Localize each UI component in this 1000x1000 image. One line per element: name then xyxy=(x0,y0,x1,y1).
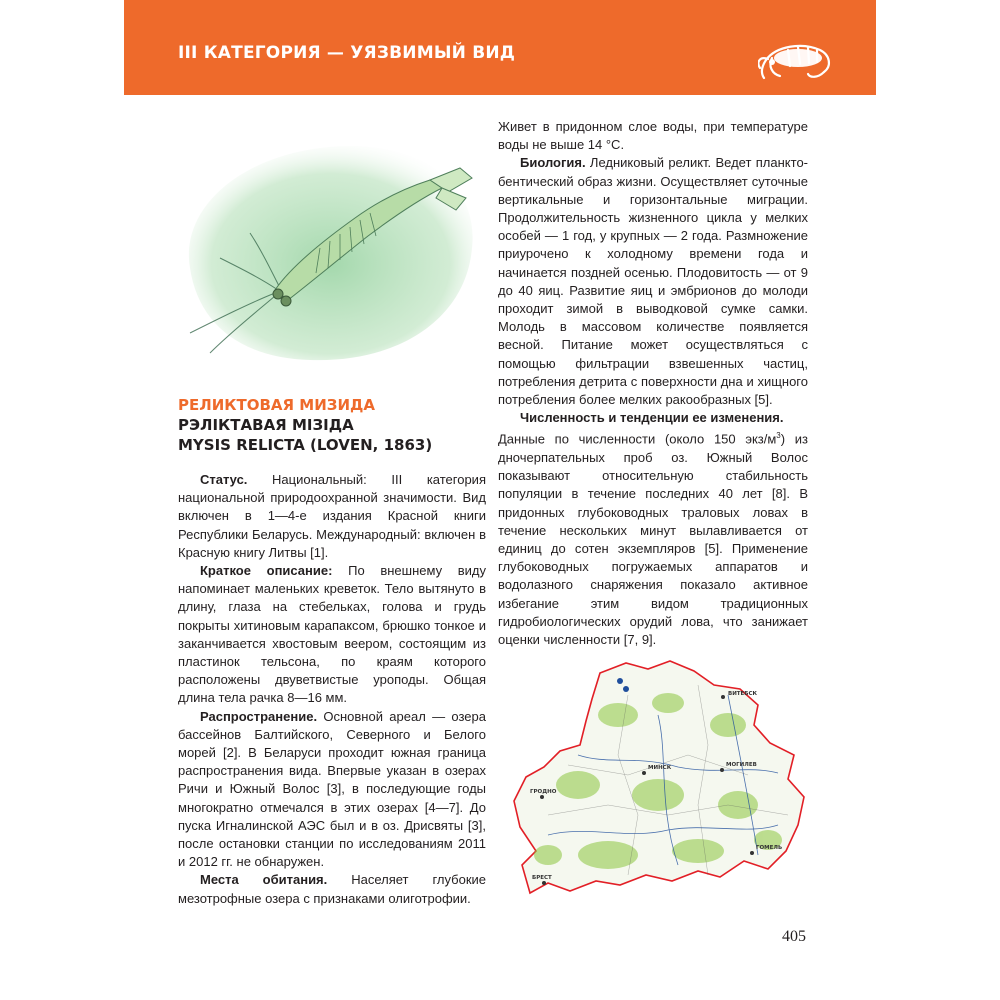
species-russian-name: РЕЛИКТОВАЯ МИЗИДА xyxy=(178,396,375,414)
map-city-mogilev: МОГИЛЕВ xyxy=(726,762,757,768)
population-exponent: 3 xyxy=(776,431,781,441)
map-city-grodno: ГРОДНО xyxy=(530,789,557,795)
habitat-continued: Живет в придонном слое воды, при температуре воды не выше 14 °C. xyxy=(498,119,808,153)
habitat-paragraph xyxy=(178,871,486,907)
map-city-gomel: ГОМЕЛЬ xyxy=(756,845,783,851)
status-paragraph xyxy=(178,471,486,562)
status-label: Статус. xyxy=(200,472,248,487)
population-label: Численность и тенденции ее изменения. xyxy=(520,410,784,426)
shrimp-icon xyxy=(758,36,836,82)
mysis-shrimp-illustration xyxy=(180,118,480,368)
belarus-distribution-map xyxy=(508,655,808,905)
status-text: Национальный: III категория национальной природоохранной значимости. Вид включен в 1—4-е издания Красной книги Республики Беларусь. Международный: включен в Красную книгу Литвы [1]. xyxy=(178,472,486,560)
habitat-label: Места обитания. xyxy=(200,872,328,888)
description-label: Краткое описание: xyxy=(200,563,333,579)
right-column xyxy=(498,118,808,649)
population-text-1: Данные по численности (около 150 экз/м xyxy=(498,431,777,447)
biology-text: Ледниковый реликт. Ведет планкто-бентический образ жизни. Осуществляет суточные вертикальные и горизонтальные миграции. Продолжительность жизненного цикла у мелких особей — 1 год, у крупных — 2 года. Размножение приурочено к холодному времени года и начинается поздней осенью. Плодовитость — от 9 до 40 яиц. Развитие яиц и эмбрионов до молоди проходит зимой в выводковой сумке самки. Молодь в массовом количестве появляется весной. Питание может осуществляться с помощью фильтрации взвешенных частиц, потребления детрита с поверхности дна и хищного потребления более мелких ракообразных [5]. xyxy=(498,155,808,408)
page-header xyxy=(124,0,876,95)
map-city-brest: БРЕСТ xyxy=(532,875,552,881)
biology-label: Биология. xyxy=(520,155,586,171)
map-city-minsk: МИНСК xyxy=(648,765,672,771)
population-paragraph xyxy=(498,427,808,649)
species-belarusian-name: РЭЛІКТАВАЯ МІЗІДА xyxy=(178,416,354,434)
species-names xyxy=(178,395,498,455)
description-text: По внешнему виду напоминает маленьких креветок. Тело вытянуто в длину, глаза на стебельках, голова и грудь покрыты хитиновым карапаксом, брюшко тонкое и заканчивается хвостовым веером, состоящим из пластинок тельсона, по краям которого расположены двуветвистые уроподы. Общая длина тела рачка 8—16 мм. xyxy=(178,563,486,706)
page-number: 405 xyxy=(782,928,806,945)
population-text-2: ) из дночерпательных проб оз. Южный Волос показывают относительную стабильность популяции в течение последних 40 лет [8]. В придонных глубоководных траловых ловах в течение нескольких минут вылавливается от единиц до сотен экземпляров [5]. Применение глубоководных погружаемых аппаратов и водолазного снаряжения показало активное избегание этим видом традиционных гидробиологических орудий лова, что занижает оценки численности [7, 9]. xyxy=(498,431,808,648)
description-paragraph xyxy=(178,562,486,708)
distribution-paragraph xyxy=(178,708,486,872)
species-latin-name: MYSIS RELICTA (LOVEN, 1863) xyxy=(178,436,433,454)
distribution-label: Распространение. xyxy=(200,708,318,724)
map-city-vitebsk: ВИТЕБСК xyxy=(728,691,758,697)
habitat-text: Населяет глубокие мезотрофные озера с признаками олиготрофии. xyxy=(178,872,486,906)
left-column xyxy=(178,471,486,908)
distribution-text: Основной ареал — озера бассейнов Балтийского, Северного и Белого морей [2]. В Беларуси проходит южная граница распространения вида. Впервые указан в озерах Ричи и Южный Волос [3], в последующие годы многократно отмечался в этих озерах [4—7]. До пуска Игналинской АЭС был и в оз. Дрисвяты [3], после остановки станции по исследованиям 2011 и 2012 гг. не обнаружен. xyxy=(178,708,486,870)
population-heading xyxy=(498,409,808,427)
category-title: III КАТЕГОРИЯ — УЯЗВИМЫЙ ВИД xyxy=(178,43,516,63)
biology-paragraph xyxy=(498,154,808,409)
